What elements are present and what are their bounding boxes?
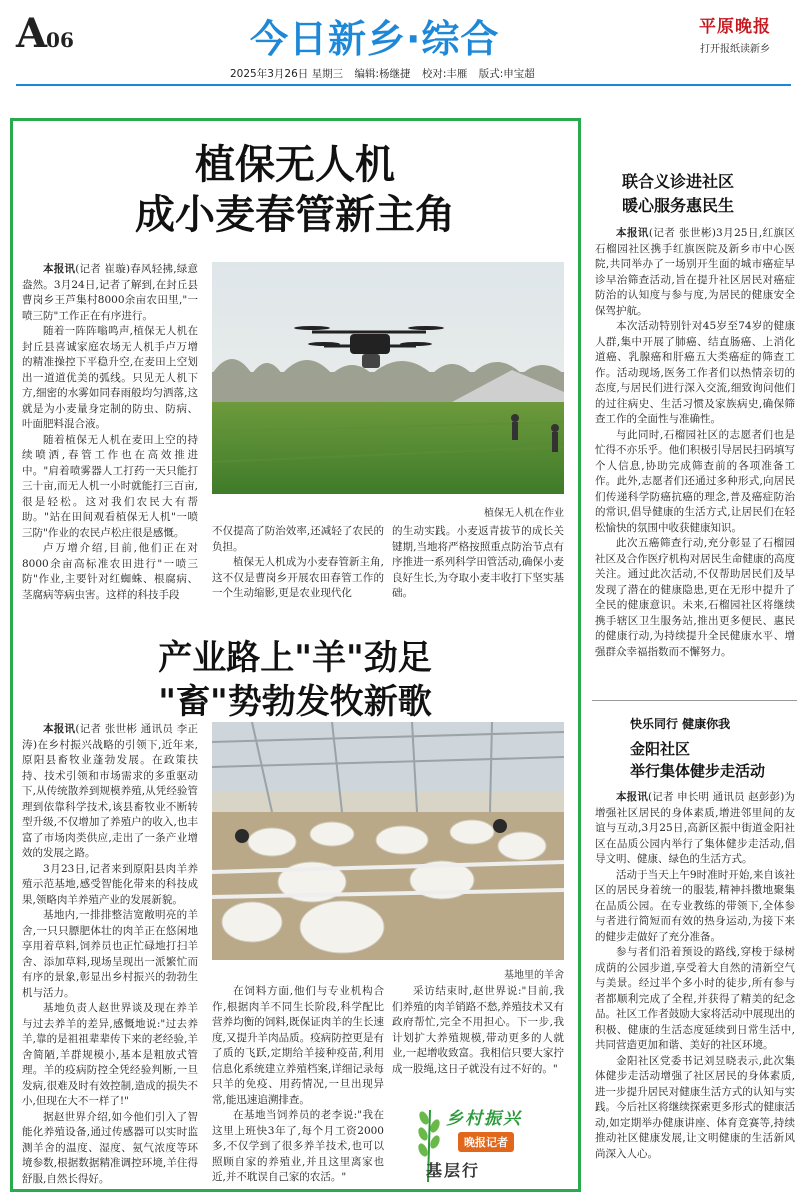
side2-p3: 参与者们沿着预设的路线,穿梭于绿树成荫的公园步道,享受着大自然的清新空气与美景。经过半个多小时的徒步,所有参与者都顺利完成了全程,并获得了精美的纪念品。社区工作者鼓励大家将活动中展现出的积极、健康的生活态度延续到日常生活中,共同营造更加和谐、美好的社区环境。 xyxy=(595,946,795,1051)
masthead-meta xyxy=(230,66,543,81)
side1-body: 本报讯(记者 张世彬)3月25日,红旗区石榴园社区携手红旗医院及新乡市中心医院,共同举办了一场别开生面的城市癌症早诊早治筛查活动,旨在提升社区居民对癌症防治的认知度与参与度,为居民的健康安全保驾护航。 本次活动特别针对45岁至74岁的健康人群,集中开展了肺癌、结直肠癌、上消化道癌、乳腺癌和肝癌五大类癌症的筛查工作。活动现场,医务工作者们以热情亲切的态度,与居民们进行深入交流,细致询问他们的过往病史、生活习惯及家族病史,确保筛查工作的全面性与准确性。 与此同时,石榴园社区的志愿者们也是忙得不亦乐乎。他们积极引导居民扫码填写个人信息,协助完成筛查前的各项准备工作。此外,志愿者们还通过多种形式,向居民们传递科学防癌抗癌的理念,普及癌症防治的常识,倡导健康的生活方式,让居民们在轻松愉快的氛围中收获健康知识。 此次五癌筛查行动,充分彰显了石榴园社区及合作医疗机构对居民生命健康的高度关注。通过此次活动,不仅帮助居民们及早发现了潜在的健康隐患,更在无形中提升了全民的健康意识。未来,石榴园社区将继续携手辖区卫生服务站,推出更多便民、惠民的健康行动,为持续提升全民健康水平、增强群众幸福指数而不懈努力。 xyxy=(595,226,795,686)
article2-col3-p1: 采访结束时,赵世界说:"目前,我们养殖的肉羊销路不愁,养殖技术又有政府帮忙,完全不用担心。下一步,我计划扩大养殖规模,带动更多的人就业,一起增收致富。我相信只要大家拧成一股绳,这日子就没有过不好的。" xyxy=(392,985,564,1075)
header-divider xyxy=(16,84,791,86)
side1-p2: 本次活动特别针对45岁至74岁的健康人群,集中开展了肺癌、结直肠癌、上消化道癌、乳腺癌和肝癌五大类癌症的筛查工作。活动现场,医务工作者们以热情亲切的态度,与居民们进行深入交流,细致询问他们的过往病史、生活习惯及家族病史,确保筛查工作的全面性与准确性。 xyxy=(595,320,795,425)
article1-byline: (记者 崔璇) xyxy=(75,263,131,275)
article2-col3 xyxy=(392,984,564,1096)
side2-p4: 金阳社区党委书记刘昱晓表示,此次集体健步走活动增强了社区居民的身体素质,进一步提升居民对健康生活方式的认知与实践。今后社区将继续探索更多形式的健康活动,如定期举办健康讲座、体育竞赛等,持续推动社区健康发展,让文明健康的生活新风尚深入人心。 xyxy=(595,1054,795,1160)
article2-col2-p2: 在基地当饲养员的老李说:"我在这里上班快3年了,每个月工资2000多,不仅学到了很多养羊技术,也可以照顾自家的养殖业,并且这里离家也近,并不耽误自己家的农活。" xyxy=(212,1109,384,1183)
article1-lead-tag: 本报讯 xyxy=(43,263,76,275)
article2-headline-line2: "畜"势勃发牧新歌 xyxy=(158,682,432,722)
badge-tag: 晚报记者 xyxy=(458,1132,514,1152)
article1-headline xyxy=(60,140,530,240)
article2-headline-line1: 产业路上"羊"劲足 xyxy=(158,638,432,678)
page-number xyxy=(16,10,74,57)
article2-p2: 3月23日,记者来到原阳县肉羊养殖示范基地,感受智能化带来的科技成果,领略肉羊养殖产业的发展新貌。 xyxy=(22,862,198,906)
article1-p3: 随着植保无人机在麦田上空的持续喷洒,春管工作也在高效推进中。"肩着喷雾器人工打药一天只能打三十亩,而无人机一小时就能打三百亩,很是轻松。这对我们农民大有帮助。"站在田间观看植保无人机"一喷三防"作业的农民卢松庄很是感慨。 xyxy=(22,433,198,539)
rural-revitalization-badge xyxy=(408,1100,576,1188)
logo-name: 平原晚报 xyxy=(699,17,771,37)
article2-byline: (记者 张世彬 通讯员 李正涛) xyxy=(22,723,198,751)
newspaper-logo xyxy=(680,12,790,55)
article2-p5: 据赵世界介绍,如今他们引入了智能化养殖设备,通过传感器可以实时监测羊舍的温度、湿度、氨气浓度等环境参数,根据数据精准调控环境,羊住得舒服,自然长得好。 xyxy=(22,1110,198,1184)
side1-lead-tag: 本报讯 xyxy=(616,227,649,239)
article1-p4: 卢万增介绍,目前,他们正在对8000余亩高标准农田进行"一喷三防"作业,主要针对红蜘蛛、根腐病、茎腐病等病虫害。这样的科技手段 xyxy=(22,542,198,601)
editor: 编辑:杨继捷 xyxy=(354,68,411,80)
article1-p2: 随着一阵阵嗡鸣声,植保无人机在封丘县喜诚家庭农场无人机手卢万增的精准操控下平稳升空,在麦田上空划出一道道优美的弧线。只见无人机下方,细密的水雾如同春雨般均匀洒落,这就是为小麦量身定制的防虫、防病、叶面肥料混合液。 xyxy=(22,325,198,430)
article2-lead-tag: 本报讯 xyxy=(43,723,76,735)
side-divider xyxy=(592,700,797,701)
side1-headline-line2: 暖心服务惠民生 xyxy=(622,196,735,215)
side2-headline xyxy=(630,738,765,782)
side1-headline-line1: 联合义诊进社区 xyxy=(622,172,735,191)
article2-headline xyxy=(60,636,530,724)
layout-credit: 版式:申宝超 xyxy=(478,68,535,80)
side1-byline: (记者 张世彬) xyxy=(648,227,716,239)
article1-col3: 的生动实践。小麦返青拔节的成长关键期,当地将严格按照重点防治节点有序推进一系列科学田管活动,确保小麦良好生长,为夺取小麦丰收打下坚实基础。 xyxy=(392,525,564,599)
issue-date: 2025年3月26日 星期三 xyxy=(230,68,344,80)
article2-col2 xyxy=(212,984,384,1188)
article1-headline-line1: 植保无人机 xyxy=(195,142,395,188)
proofreader: 校对:丰雁 xyxy=(421,68,468,80)
sheep-photo-caption: 基地里的羊舍 xyxy=(504,970,564,981)
article1-col2: 不仅提高了防治效率,还减轻了农民的负担。 植保无人机成为小麦春管新主角,这不仅是曹岗乡开展农田春管工作的一个生动缩影,更是农业现代化 xyxy=(212,524,384,602)
badge-title: 乡村振兴 xyxy=(446,1109,522,1129)
side1-headline xyxy=(622,170,734,218)
page-header xyxy=(0,0,805,86)
page-letter: A xyxy=(16,10,47,57)
article2-p4: 基地负责人赵世界谈及现在养羊与过去养羊的差异,感慨地说:"过去养羊,靠的是祖祖辈辈传下来的老经验,羊舍简陋,羊群规模小,基本是粗放式管理。羊的疫病防控全凭经验判断,一旦发病,很难及时有效控制,造成的损失不小,但现在大不一样了!" xyxy=(22,1002,198,1107)
side2-lead-tag: 本报讯 xyxy=(616,791,649,803)
article2-col1: 本报讯(记者 张世彬 通讯员 李正涛)在乡村振兴战略的引领下,近年来,原阳县畜牧业蓬勃发展。在政策扶持、技术引领和市场需求的多重驱动下,从传统散养到规模养殖,从凭经验管理到依靠科学技术,该县畜牧业不断转型升级,不仅增加了养殖户的收入,也丰富了市场肉类供应,走出了一条产业增效的发展之路。 3月23日,记者来到原阳县肉羊养殖示范基地,感受智能化带来的科技成果,领略肉羊养殖产业的发展新貌。 基地内,一排排整洁宽敞明亮的羊舍,一只只膘肥体壮的肉羊正在悠闲地享用着草料,饲养员也正忙碌地打扫羊舍、添加草料,现场呈现出一派繁忙而有序的景象,彰显出乡村振兴的勃勃生机与活力。 基地负责人赵世界谈及现在养羊与过去养羊的差异,感慨地说:"过去养羊,靠的是祖祖辈辈传下来的老经验,羊舍简陋,羊群规模小,基本是粗放式管理。羊的疫病防控全凭经验判断,一旦发病,很难及时有效控制,造成的损失不小,但现在大不一样了!" 据赵世界介绍,如今他们引入了智能化养殖设备,通过传感器可以实时监测羊舍的温度、湿度、氨气浓度等环境参数,根据数据精准调控环境,羊住得舒服,自然长得好。 xyxy=(22,722,198,1184)
article1-col1: 本报讯(记者 崔璇)春风轻拂,绿意盎然。3月24日,记者了解到,在封丘县曹岗乡王芦集村8000余亩农田里,"一喷三防"工作正在有序进行。 随着一阵阵嗡鸣声,植保无人机在封丘县喜诚家庭农场无人机手卢万增的精准操控下平稳升空,在麦田上空划出一道道优美的弧线。只见无人机下方,细密的水雾如同春雨般均匀洒落,这就是为小麦量身定制的防虫、防病、叶面肥料混合液。 随着植保无人机在麦田上空的持续喷洒,春管工作也在高效推进中。"肩着喷雾器人工打药一天只能打三十亩,而无人机一小时就能打三百亩,很是轻松。这对我们农民大有帮助。"站在田间观看植保无人机"一喷三防"作业的农民卢松庄很是感慨。 卢万增介绍,目前,他们正在对8000余亩高标准农田进行"一喷三防"作业,主要针对红蜘蛛、根腐病、茎腐病等病虫害。这样的科技手段 xyxy=(22,262,198,602)
side2-headline-line1: 金阳社区 xyxy=(630,740,691,758)
article2-p3: 基地内,一排排整洁宽敞明亮的羊舍,一只只膘肥体壮的肉羊正在悠闲地享用着草料,饲养员也正忙碌地打扫羊舍、添加草料,现场呈现出一派繁忙而有序的景象,彰显出乡村振兴的勃勃生机与活力。 xyxy=(22,909,198,999)
article1-headline-line2: 成小麦春管新主角 xyxy=(135,192,455,238)
side1-p4: 此次五癌筛查行动,充分彰显了石榴园社区及合作医疗机构对居民生命健康的高度关注。通过此次活动,不仅帮助居民们及早发现了潜在的健康隐患,更在无形中提升了全民的健康意识。未来,石榴园社区将继续携手辖区卫生服务站,推出更多便民、惠民的健康行动,为持续提升全民健康水平、增强群众幸福指数而不懈努力。 xyxy=(595,537,795,658)
side2-byline: (记者 申长明 通讯员 赵彭彭) xyxy=(648,791,785,803)
side2-p2: 活动于当天上午9时准时开始,来自该社区的居民身着统一的服装,精神抖擞地聚集在品质公园。在专业教练的带领下,全体参与者进行简短而有效的热身运动,为接下来的健步走做好了充分准备。 xyxy=(595,868,795,943)
side2-body: 本报讯(记者 申长明 通讯员 赵彭彭)为增强社区居民的身体素质,增进邻里间的友谊与互动,3月25日,高新区振中街道金阳社区在品质公园内举行了集体健步走活动,倡导文明、健康、绿色的生活方式。 活动于当天上午9时准时开始,来自该社区的居民身着统一的服装,精神抖擞地聚集在品质公园。在专业教练的带领下,全体参与者进行简短而有效的热身运动,为接下来的健步走做好了充分准备。 参与者们沿着预设的路线,穿梭于绿树成荫的公园步道,享受着大自然的清新空气与美景。经过半个多小时的徒步,所有参与者都顺利完成了全程,并获得了精美的纪念品。社区工作者鼓励大家将活动中展现出的积极、健康的生活态度延续到日常生活中,共同营造更加和谐、美好的社区环境。 金阳社区党委书记刘昱晓表示,此次集体健步走活动增强了社区居民的身体素质,进一步提升居民对健康生活方式的认知与实践。今后社区将继续探索更多形式的健康活动,如定期举办健康讲座、体育竞赛等,持续推动社区健康发展,让文明健康的生活新风尚深入人心。 xyxy=(595,790,795,1192)
side2-kicker: 快乐同行 健康你我 xyxy=(630,717,731,731)
article1-col2-p2: 植保无人机成为小麦春管新主角,这不仅是曹岗乡开展农田春管工作的一个生动缩影,更是农业现代化 xyxy=(212,556,384,599)
page-num: 06 xyxy=(46,28,74,52)
drone-photo-caption: 植保无人机在作业 xyxy=(484,508,564,519)
drone-photo xyxy=(212,262,564,494)
side2-headline-line2: 举行集体健步走活动 xyxy=(630,762,766,780)
side1-p3: 与此同时,石榴园社区的志愿者们也是忙得不亦乐乎。他们积极引导居民扫码填写个人信息,协助完成筛查前的各项准备工作。此外,志愿者们还通过多种形式,向居民们传递科学防癌抗癌的理念,普及癌症防治的常识,倡导健康的生活方式,让居民们在轻松愉快的氛围中收获健康知识。 xyxy=(595,428,795,534)
sheep-photo xyxy=(212,722,564,960)
badge-bottom: 基层行 xyxy=(426,1161,481,1180)
article2-col2-p1: 在饲料方面,他们与专业机构合作,根据肉羊不同生长阶段,科学配比营养均衡的饲料,既保证肉羊的生长速度,又提升羊肉品质。疫病防控更是有了质的飞跃,定期给羊接种疫苗,利用信息化系统建立养殖档案,详细记录每只羊的免疫、用药情况,一旦出现异常,能迅速追溯排查。 xyxy=(212,985,384,1106)
section-title: 今日新乡·综合 xyxy=(250,17,500,61)
logo-slogan: 打开报纸读新乡 xyxy=(700,44,770,55)
